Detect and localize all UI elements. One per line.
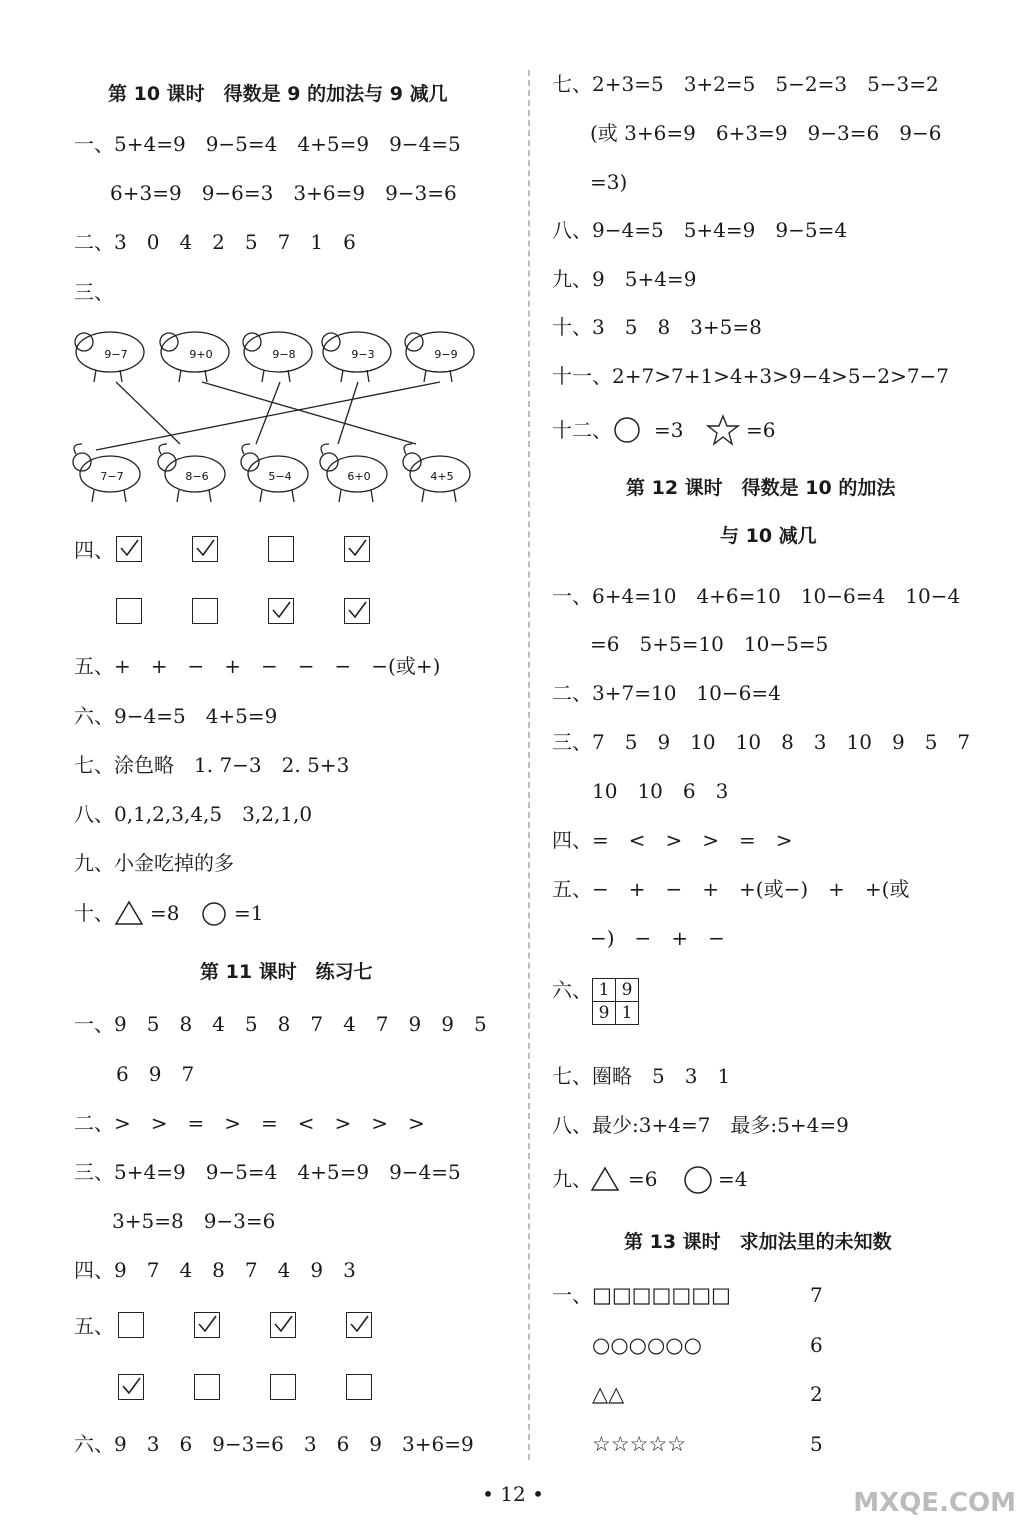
answer-line: 6 9 7 bbox=[116, 1062, 195, 1086]
answer-line: =6 5+5=10 10−5=5 bbox=[590, 632, 829, 656]
answer-value: =1 bbox=[234, 901, 264, 925]
answer-line: 六、 bbox=[552, 978, 592, 1002]
triangle-icon bbox=[590, 1166, 620, 1192]
answer-line: 二、> > = > = < > > > bbox=[74, 1111, 425, 1135]
checkbox-checked bbox=[116, 536, 142, 562]
checkbox-empty bbox=[118, 1312, 144, 1338]
answer-line: 六、9−4=5 4+5=9 bbox=[74, 704, 278, 728]
answer-line: 八、最少:3+4=7 最多:5+4=9 bbox=[552, 1113, 849, 1137]
answer-line: 四、9 7 4 8 7 4 9 3 bbox=[74, 1258, 356, 1282]
sheep-label: 9−9 bbox=[434, 348, 458, 361]
answer-line: 一、9 5 8 4 5 8 7 4 7 9 9 5 bbox=[74, 1012, 487, 1036]
answer-value: =8 bbox=[150, 901, 180, 925]
answer-line: 十、3 5 8 3+5=8 bbox=[552, 315, 762, 339]
sheep-label: 9−3 bbox=[351, 348, 375, 361]
answer-value: =6 bbox=[746, 418, 776, 442]
match-line bbox=[338, 382, 358, 444]
shape-count: 7 bbox=[810, 1283, 823, 1307]
shape-count: 6 bbox=[810, 1333, 823, 1357]
answer-line: 三、 bbox=[74, 280, 114, 304]
answer-line: 一、 bbox=[552, 1283, 592, 1307]
checkbox-empty bbox=[194, 1374, 220, 1400]
watermark-text: MXQE.COM bbox=[853, 1488, 1016, 1518]
circle-icon bbox=[200, 900, 228, 928]
answer-value: =6 bbox=[628, 1167, 658, 1191]
checkbox-empty bbox=[346, 1374, 372, 1400]
section-heading-12: 第 12 课时 得数是 10 的加法 bbox=[626, 477, 896, 499]
answer-line: 八、0,1,2,3,4,5 3,2,1,0 bbox=[74, 802, 313, 826]
checkbox-empty bbox=[270, 1374, 296, 1400]
number-grid bbox=[592, 978, 639, 1025]
section-heading-13: 第 13 课时 求加法里的未知数 bbox=[624, 1231, 892, 1253]
shape-row: △△ bbox=[592, 1382, 625, 1406]
answer-line: 一、5+4=9 9−5=4 4+5=9 9−4=5 bbox=[74, 132, 461, 156]
goat-label: 7−7 bbox=[100, 470, 124, 483]
checkbox-empty bbox=[268, 536, 294, 562]
answer-line: 九、9 5+4=9 bbox=[552, 267, 697, 291]
column-divider bbox=[528, 70, 530, 1460]
answer-value: =3 bbox=[654, 418, 684, 442]
answer-line: 七、涂色略 1. 7−3 2. 5+3 bbox=[74, 753, 350, 777]
section-heading-11: 第 11 课时 练习七 bbox=[200, 961, 373, 983]
answer-line: 七、2+3=5 3+2=5 5−2=3 5−3=2 bbox=[552, 72, 939, 96]
match-line bbox=[256, 382, 280, 444]
answer-line: 四、 bbox=[74, 538, 114, 562]
checkbox-checked bbox=[118, 1374, 144, 1400]
sheep-label: 9−8 bbox=[272, 348, 296, 361]
answer-line: 五、 bbox=[74, 1314, 114, 1338]
shape-row: □□□□□□□ bbox=[592, 1283, 731, 1307]
star-icon bbox=[706, 414, 740, 446]
triangle-icon bbox=[114, 900, 144, 926]
goat-label: 8−6 bbox=[185, 470, 209, 483]
grid-cell: 1 bbox=[593, 979, 616, 1002]
checkbox-checked bbox=[344, 536, 370, 562]
shape-row: ☆☆☆☆☆ bbox=[592, 1432, 687, 1456]
answer-line: 五、− + − + +(或−) + +(或 bbox=[552, 877, 910, 901]
answer-line: −) − + − bbox=[590, 926, 725, 950]
checkbox-checked bbox=[268, 598, 294, 624]
checkbox-empty bbox=[116, 598, 142, 624]
circle-icon bbox=[682, 1164, 714, 1196]
grid-cell: 1 bbox=[616, 1002, 639, 1025]
sheep-matching-picture bbox=[66, 320, 486, 510]
shape-row: ○○○○○○ bbox=[592, 1333, 702, 1357]
answer-line: 三、7 5 9 10 10 8 3 10 9 5 7 bbox=[552, 730, 971, 754]
checkbox-checked bbox=[192, 536, 218, 562]
answer-value: =4 bbox=[718, 1167, 748, 1191]
answer-line: (或 3+6=9 6+3=9 9−3=6 9−6 bbox=[590, 121, 942, 145]
shape-count: 5 bbox=[810, 1432, 823, 1456]
shape-count: 2 bbox=[810, 1382, 823, 1406]
checkbox-checked bbox=[270, 1312, 296, 1338]
match-line bbox=[96, 382, 440, 450]
answer-line: 五、+ + − + − − − −(或+) bbox=[74, 654, 441, 678]
answer-line: 九、小金吃掉的多 bbox=[74, 851, 234, 875]
page-number: • 12 • bbox=[482, 1482, 544, 1506]
answer-line: 二、3 0 4 2 5 7 1 6 bbox=[74, 230, 356, 254]
checkbox-checked bbox=[344, 598, 370, 624]
answer-line: 二、3+7=10 10−6=4 bbox=[552, 681, 781, 705]
answer-line: 八、9−4=5 5+4=9 9−5=4 bbox=[552, 218, 848, 242]
answer-line: 十、 bbox=[74, 901, 114, 925]
match-line bbox=[202, 382, 416, 444]
section-heading-10: 第 10 课时 得数是 9 的加法与 9 减几 bbox=[108, 83, 448, 105]
sheep-label: 9−7 bbox=[104, 348, 128, 361]
checkbox-checked bbox=[194, 1312, 220, 1338]
answer-line: 三、5+4=9 9−5=4 4+5=9 9−4=5 bbox=[74, 1160, 461, 1184]
answer-line: 六、9 3 6 9−3=6 3 6 9 3+6=9 bbox=[74, 1432, 474, 1456]
answer-line: 一、6+4=10 4+6=10 10−6=4 10−4 bbox=[552, 584, 961, 608]
answer-line: 十一、2+7>7+1>4+3>9−4>5−2>7−7 bbox=[552, 364, 950, 388]
checkbox-checked bbox=[346, 1312, 372, 1338]
sheep-label: 9+0 bbox=[189, 348, 213, 361]
answer-line: =3) bbox=[590, 170, 628, 194]
answer-line: 十二、 bbox=[552, 418, 612, 442]
answer-line: 九、 bbox=[552, 1167, 592, 1191]
answer-line: 6+3=9 9−6=3 3+6=9 9−3=6 bbox=[110, 181, 457, 205]
grid-cell: 9 bbox=[593, 1002, 616, 1025]
goat-label: 6+0 bbox=[347, 470, 371, 483]
answer-line: 3+5=8 9−3=6 bbox=[112, 1209, 276, 1233]
goat-label: 4+5 bbox=[430, 470, 454, 483]
answer-line: 四、= < > > = > bbox=[552, 828, 793, 852]
goat-label: 5−4 bbox=[268, 470, 292, 483]
grid-cell: 9 bbox=[616, 979, 639, 1002]
section-heading-12-cont: 与 10 减几 bbox=[720, 525, 817, 547]
answer-line: 10 10 6 3 bbox=[592, 779, 729, 803]
circle-icon bbox=[612, 415, 642, 445]
answer-line: 七、圈略 5 3 1 bbox=[552, 1064, 731, 1088]
checkbox-empty bbox=[192, 598, 218, 624]
